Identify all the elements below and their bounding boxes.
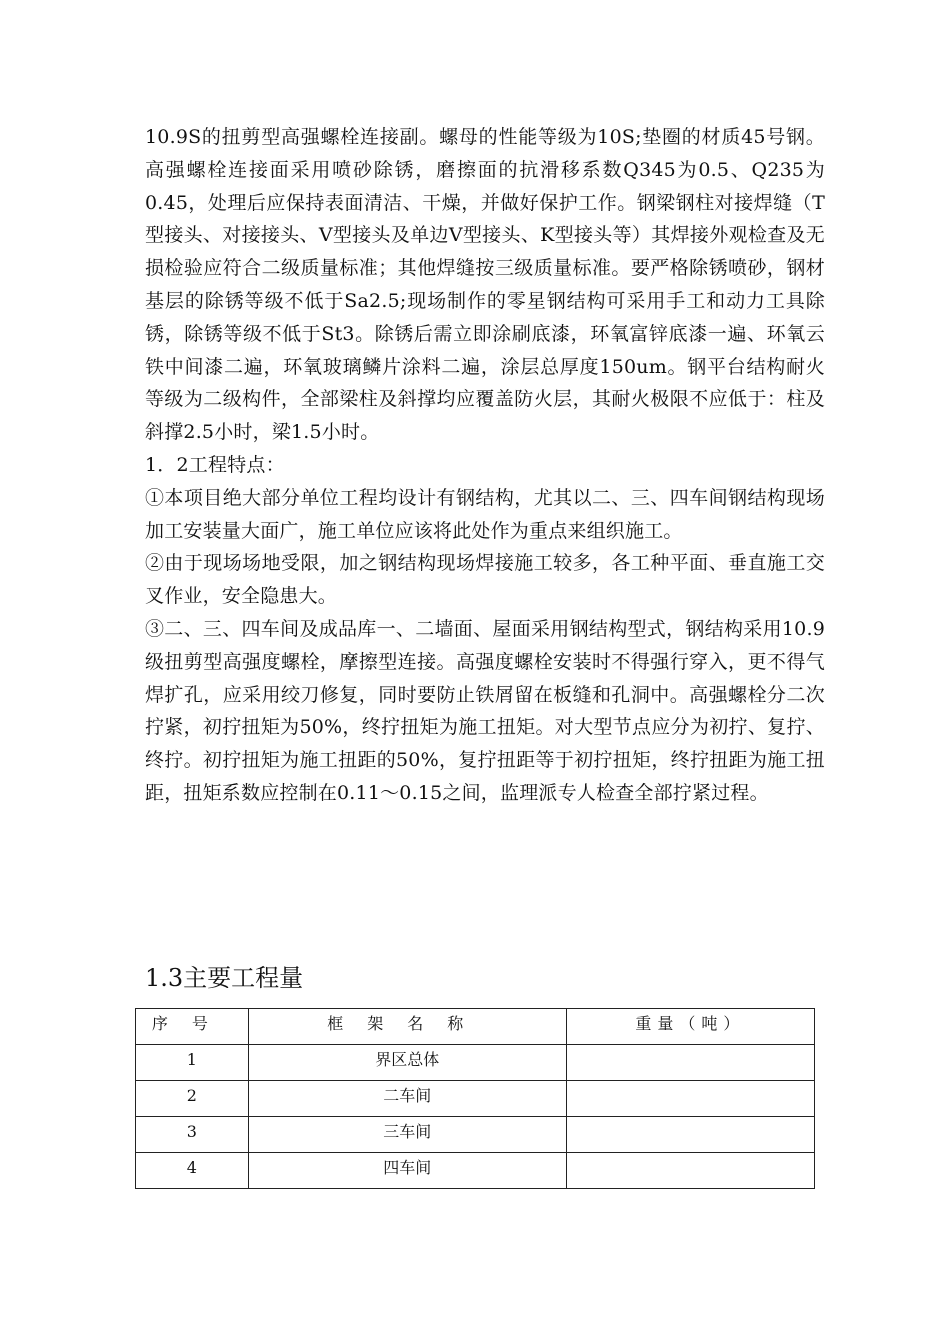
cell-serial-number: 3 <box>136 1117 249 1153</box>
feature-item-2: ②由于现场场地受限，加之钢结构现场焊接施工较多，各工种平面、垂直施工交叉作业，安全隐患大。 <box>145 552 825 608</box>
paragraph-bolt-and-coating-specs: 10.9S的扭剪型高强螺栓连接副。螺母的性能等级为10S;垫圈的材质45号钢。高强螺栓连接面采用喷砂除锈，磨擦面的抗滑移系数Q345为0.5、Q235为0.45，处理后应保持表面清洁、干燥，并做好保护工作。钢梁钢柱对接焊缝（T型接头、对接接头、V型接头及单边V型接头、K型接头等）其焊接外观检查及无损检验应符合二级质量标准；其他焊缝按三级质量标准。要严格除锈喷砂，钢材基层的除锈等级不低于Sa2.5;现场制作的零星钢结构可采用手工和动力工具除锈，除锈等级不低于St3。除锈后需立即涂刷底漆，环氧富锌底漆一遍、环氧云铁中间漆二遍，环氧玻璃鳞片涂料二遍，涂层总厚度150um。钢平台结构耐火等级为二级构件，全部梁柱及斜撑均应覆盖防火层，其耐火极限不应低于：柱及斜撑2.5小时，梁1.5小时。 <box>145 126 825 444</box>
header-weight: 重量（吨） <box>566 1009 814 1045</box>
cell-weight <box>566 1081 814 1117</box>
cell-weight <box>566 1117 814 1153</box>
feature-item-1: ①本项目绝大部分单位工程均设计有钢结构，尤其以二、三、四车间钢结构现场加工安装量大面广，施工单位应该将此处作为重点来组织施工。 <box>145 486 825 542</box>
cell-weight <box>566 1153 814 1189</box>
cell-serial-number: 1 <box>136 1045 249 1081</box>
table-row <box>136 1117 815 1153</box>
cell-frame-name: 界区总体 <box>248 1045 566 1081</box>
table-row <box>136 1153 815 1189</box>
cell-weight <box>566 1045 814 1081</box>
header-serial-number: 序号 <box>136 1009 249 1045</box>
cell-frame-name: 二车间 <box>248 1081 566 1117</box>
subheading-project-features: 1．2工程特点： <box>145 453 285 476</box>
cell-serial-number: 4 <box>136 1153 249 1189</box>
section-heading-main-quantities: 1.3主要工程量 <box>145 964 304 992</box>
cell-serial-number: 2 <box>136 1081 249 1117</box>
table-header-row <box>136 1009 815 1045</box>
table-row <box>136 1081 815 1117</box>
quantities-table <box>135 1008 815 1189</box>
cell-frame-name: 三车间 <box>248 1117 566 1153</box>
table-row <box>136 1045 815 1081</box>
cell-frame-name: 四车间 <box>248 1153 566 1189</box>
feature-item-3: ③二、三、四车间及成品库一、二墙面、屋面采用钢结构型式，钢结构采用10.9级扭剪型高强度螺栓，摩擦型连接。高强度螺栓安装时不得强行穿入，更不得气焊扩孔，应采用绞刀修复，同时要防止铁屑留在板缝和孔洞中。高强螺栓分二次拧紧，初拧扭矩为50%，终拧扭矩为施工扭矩。对大型节点应分为初拧、复拧、终拧。初拧扭矩为施工扭距的50%，复拧扭距等于初拧扭矩，终拧扭距为施工扭距，扭矩系数应控制在0.11～0.15之间，监理派专人检查全部拧紧过程。 <box>145 617 825 804</box>
body-text <box>145 121 825 810</box>
header-frame-name: 框架名称 <box>248 1009 566 1045</box>
